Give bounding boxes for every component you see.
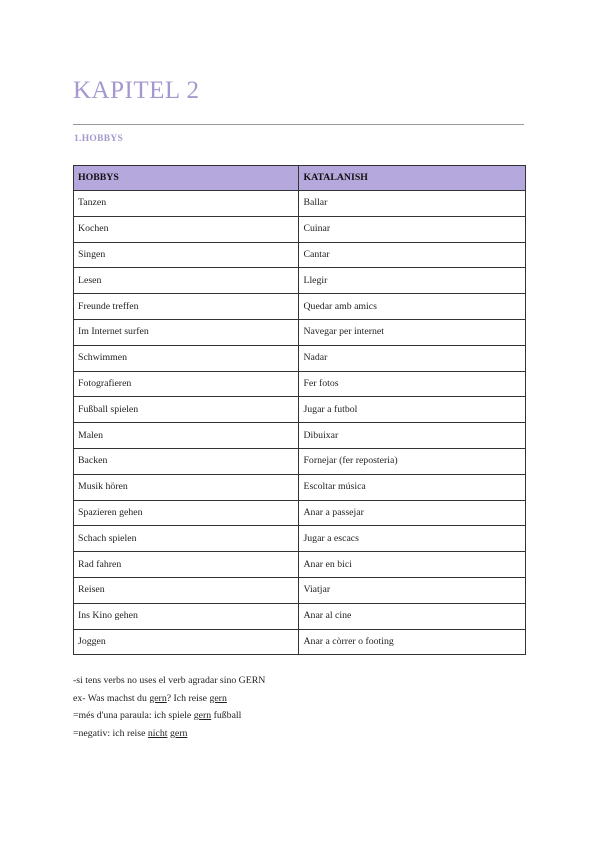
section-heading: 1.HOBBYS bbox=[74, 134, 124, 144]
german-cell: Schwimmen bbox=[74, 345, 299, 371]
german-cell: Joggen bbox=[74, 629, 299, 655]
note-line-example bbox=[73, 690, 265, 708]
german-cell: Tanzen bbox=[74, 191, 299, 217]
note-line-gern-rule bbox=[73, 672, 265, 690]
german-cell: Fußball spielen bbox=[74, 397, 299, 423]
catalan-cell: Llegir bbox=[299, 268, 526, 294]
table-row bbox=[74, 345, 526, 371]
german-cell: Kochen bbox=[74, 216, 299, 242]
table-row bbox=[74, 242, 526, 268]
underlined-word: gern bbox=[209, 692, 227, 704]
catalan-cell: Dibuixar bbox=[299, 423, 526, 449]
catalan-cell: Fornejar (fer reposteria) bbox=[299, 448, 526, 474]
note-text: -si tens verbs no uses el verb agradar sino GERN bbox=[73, 675, 266, 686]
catalan-cell: Jugar a escacs bbox=[299, 526, 526, 552]
table-row bbox=[74, 603, 526, 629]
underlined-word: gern bbox=[149, 692, 167, 704]
table-row bbox=[74, 371, 526, 397]
catalan-cell: Anar al cine bbox=[299, 603, 526, 629]
catalan-cell: Navegar per internet bbox=[299, 319, 526, 345]
catalan-cell: Anar a passejar bbox=[299, 500, 526, 526]
catalan-cell: Anar en bici bbox=[299, 552, 526, 578]
table-header-row bbox=[74, 166, 526, 191]
german-cell: Musik hören bbox=[74, 474, 299, 500]
title-divider bbox=[73, 124, 524, 125]
note-text: fußball bbox=[211, 710, 242, 721]
table-row bbox=[74, 526, 526, 552]
catalan-cell: Anar a còrrer o footing bbox=[299, 629, 526, 655]
german-cell: Lesen bbox=[74, 268, 299, 294]
german-cell: Rad fahren bbox=[74, 552, 299, 578]
german-cell: Singen bbox=[74, 242, 299, 268]
table-row bbox=[74, 216, 526, 242]
table-row bbox=[74, 474, 526, 500]
table-row bbox=[74, 552, 526, 578]
table-row bbox=[74, 423, 526, 449]
catalan-cell: Escoltar música bbox=[299, 474, 526, 500]
note-text: ? Ich reise bbox=[166, 692, 210, 704]
catalan-cell: Fer fotos bbox=[299, 371, 526, 397]
german-cell: Spazieren gehen bbox=[74, 500, 299, 526]
note-line-negative bbox=[73, 725, 265, 743]
table-row bbox=[74, 448, 526, 474]
table-row bbox=[74, 629, 526, 655]
german-cell: Ins Kino gehen bbox=[74, 603, 299, 629]
catalan-cell: Ballar bbox=[299, 191, 526, 217]
table-row bbox=[74, 268, 526, 294]
catalan-cell: Cantar bbox=[299, 242, 526, 268]
german-cell: Backen bbox=[74, 448, 299, 474]
catalan-cell: Jugar a futbol bbox=[299, 397, 526, 423]
catalan-cell: Viatjar bbox=[299, 577, 526, 603]
german-cell: Schach spielen bbox=[74, 526, 299, 552]
underlined-word: nicht bbox=[147, 727, 168, 739]
column-header-hobbys: HOBBYS bbox=[74, 166, 299, 191]
catalan-cell: Cuinar bbox=[299, 216, 526, 242]
table-row bbox=[74, 397, 526, 423]
note-line-multiword bbox=[73, 707, 265, 725]
german-cell: Reisen bbox=[74, 577, 299, 603]
grammar-notes bbox=[73, 672, 265, 742]
page-title: KAPITEL 2 bbox=[73, 77, 200, 104]
note-text: ex- Was machst du bbox=[73, 692, 150, 704]
hobbies-table bbox=[73, 165, 526, 655]
table-row bbox=[74, 319, 526, 345]
german-cell: Malen bbox=[74, 423, 299, 449]
german-cell: Fotografieren bbox=[74, 371, 299, 397]
table-row bbox=[74, 500, 526, 526]
note-text: =negativ: ich reise bbox=[73, 727, 148, 739]
table-row bbox=[74, 294, 526, 320]
catalan-cell: Nadar bbox=[299, 345, 526, 371]
underlined-word: gern bbox=[193, 710, 212, 721]
column-header-katalanish: KATALANISH bbox=[299, 166, 526, 191]
table-row bbox=[74, 577, 526, 603]
german-cell: Freunde treffen bbox=[74, 294, 299, 320]
catalan-cell: Quedar amb amics bbox=[299, 294, 526, 320]
note-text: =més d'una paraula: ich spiele bbox=[73, 710, 194, 721]
german-cell: Im Internet surfen bbox=[74, 319, 299, 345]
table-row bbox=[74, 191, 526, 217]
underlined-word: gern bbox=[169, 727, 188, 739]
